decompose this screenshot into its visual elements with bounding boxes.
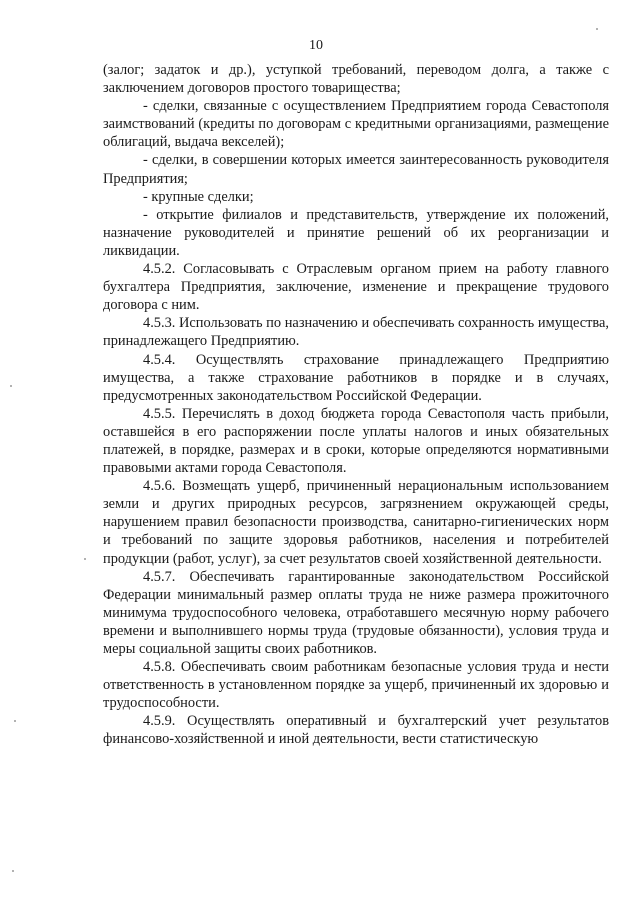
paragraph-4-5-8: 4.5.8. Обеспечивать своим работникам безопасные условия труда и нести ответственность в установленном порядке за ущерб, причиненный их здоровью и трудоспособности. [103, 659, 609, 712]
paragraph-4-5-6: 4.5.6. Возмещать ущерб, причиненный нерациональным использованием земли и других природных ресурсов, загрязнением окружающей среды, нарушением правил безопасности производства, санитарно-гигиенических норм и требований по защите здоровья работников, населения и потребителей продукции (работ, услуг), за счет результатов своей хозяйственной деятельности. [103, 478, 609, 567]
paragraph-branches: - открытие филиалов и представительств, утверждение их положений, назначение руководителей и принятие решений об их реорганизации и ликвидации. [103, 206, 609, 259]
scan-speck [14, 720, 16, 722]
paragraph-4-5-7: 4.5.7. Обеспечивать гарантированные законодательством Российской Федерации минимальный размер оплаты труда не ниже размера прожиточного минимума трудоспособного человека, отработавшего месячную норму рабочего времени и выполнившего нормы труда (трудовые обязанности), условия труда и меры социальной защиты своих работников. [103, 568, 609, 657]
scan-speck [12, 870, 14, 872]
paragraph-4-5-5: 4.5.5. Перечислять в доход бюджета города Севастополя часть прибыли, оставшейся в его распоряжении после уплаты налогов и иных обязательных платежей, в порядке, размерах и в сроки, которые определяются нормативными правовыми актами города Севастополя. [103, 405, 609, 477]
paragraph-major-deals: - крупные сделки; [143, 188, 254, 205]
document-body [103, 61, 609, 749]
paragraph-4-5-4: 4.5.4. Осуществлять страхование принадлежащего Предприятию имущества, а также страхование работников в порядке и в случаях, предусмотренных законодательством Российской Федерации. [103, 351, 609, 404]
page-number: 10 [309, 38, 323, 53]
paragraph-continuation: (залог; задаток и др.), уступкой требований, переводом долга, а также с заключением договоров простого товарищества; [103, 62, 609, 97]
scan-speck [84, 558, 86, 560]
scan-speck [10, 385, 12, 387]
scan-speck [596, 28, 598, 30]
paragraph-4-5-2: 4.5.2. Согласовывать с Отраслевым органом прием на работу главного бухгалтера Предприятия, заключение, изменение и прекращение трудового договора с ним. [103, 261, 609, 314]
paragraph-interested-deals: - сделки, в совершении которых имеется заинтересованность руководителя Предприятия; [103, 152, 609, 187]
paragraph-4-5-9: 4.5.9. Осуществлять оперативный и бухгалтерский учет результатов финансово-хозяйственной и иной деятельности, вести статистическую [103, 713, 609, 748]
paragraph-4-5-3: 4.5.3. Использовать по назначению и обеспечивать сохранность имущества, принадлежащего Предприятию. [103, 315, 609, 350]
paragraph-borrowing-deals: - сделки, связанные с осуществлением Предприятием города Севастополя заимствований (кредиты по договорам с кредитными организациями, размещение облигаций, выдача векселей); [103, 98, 609, 151]
